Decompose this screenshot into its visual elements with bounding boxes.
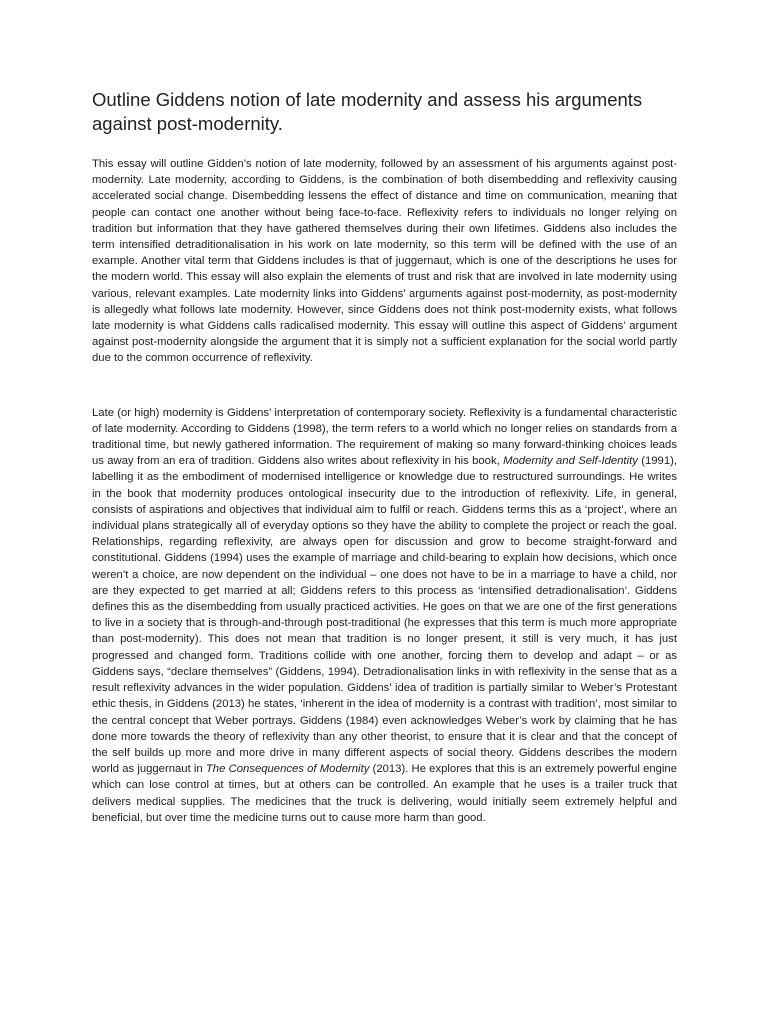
document-page: [92, 88, 677, 826]
intro-paragraph: This essay will outline Gidden’s notion of late modernity, followed by an assessment of his arguments against post-modernity. Late modernity, according to Giddens, is the combination of both disembedding and reflexivity causing accelerated social change. Disembedding lessens the effect of distance and time on communication, meaning that people can contact one another without being face-to-face. Reflexivity refers to individuals no longer relying on tradition but information that they have gathered themselves during their own lifetimes. Giddens also includes the term intensified detraditionalisation in his work on late modernity, so this term will be defined with the use of an example. Another vital term that Giddens includes is that of juggernaut, which is one of the descriptions he uses for the modern world. This essay will also explain the elements of trust and risk that are involved in late modernity using various, relevant examples. Late modernity links into Giddens’ arguments against post-modernity, as post-modernity is allegedly what follows late modernity. However, since Giddens does not think post-modernity exists, what follows late modernity is what Giddens calls radicalised modernity. This essay will outline this aspect of Giddens’ argument against post-modernity alongside the argument that it is simply not a sufficient explanation for the social world partly due to the common occurrence of reflexivity.: [92, 158, 677, 365]
essay-title: Outline Giddens notion of late modernity and assess his arguments against post-modernity.: [92, 89, 643, 134]
body-text-part-1: Late (or high) modernity is Giddens’ interpretation of contemporary society. Reflexivity is a fundamental characteristic of late modernity. According to Giddens (1998), the term refers to a world which no longer relies on standards from a traditional time, but newly gathered information. The requirement of making so many forward-thinking choices leads us away from an era of tradition. Giddens also writes about reflexivity in his book,: [92, 406, 677, 468]
book-title-modernity-self-identity: Modernity and Self-Identity: [503, 455, 638, 468]
body-paragraph: [92, 405, 677, 826]
book-title-consequences-of-modernity: The Consequences of Modernity: [205, 763, 370, 776]
body-text-part-2: (1991), labelling it as the embodiment of modernised intelligence or knowledge due to restructured surroundings. He writes in the book that modernity produces ontological insecurity due to the introduction of reflexivity. Life, in general, consists of aspirations and objectives that individual aim to fulfil or reach. Giddens terms this as a ‘project’, where an individual plans strategically all of everyday options so they have the ability to complete the project or reach the goal. Relationships, regarding reflexivity, are always open for discussion and grow to become straight-forward and constitutional. Giddens (1994) uses the example of marriage and child-bearing to explain how decisions, which once weren’t a choice, are now dependent on the individual – one does not have to be in a marriage to have a child, nor are they expected to get married at all; Giddens refers to this process as ‘intensified detradionalisation’. Giddens defines this as the disembedding from usually practiced activities. He goes on that we are one of the first generations to live in a society that is through-and-through post-traditional (he expresses that this term is much more appropriate than post-modernity). This does not mean that tradition is no longer present, it still is very much, it has just progressed and changed form. Traditions collide with one another, forcing them to develop and adapt – or as Giddens says, “declare themselves” (Giddens, 1994). Detradionalisation links in with reflexivity in the sense that as a result reflexivity advances in the wider population. Giddens’ idea of tradition is partially similar to Weber’s Protestant ethic thesis, in Giddens (2013) he states, ‘inherent in the idea of modernity is a contrast with tradition’, most similar to the central concept that Weber portrays. Giddens (1984) even acknowledges Weber’s work by claiming that he has done more towards the theory of reflexivity than any other theorist, to ensure that it is clear and that the concept of the self builds up more and more drive in many different aspects of social theory. Giddens describes the modern world as juggernaut in: [92, 455, 678, 776]
body-text-part-3: (2013). He explores that this is an extremely powerful engine which can lose control at times, but at others can be controlled. An example that he uses is a trailer truck that delivers medical supplies. The medicines that the truck is delivering, would initially seem extremely helpful and beneficial, but over time the medicine turns out to cause more harm than good.: [92, 763, 677, 824]
